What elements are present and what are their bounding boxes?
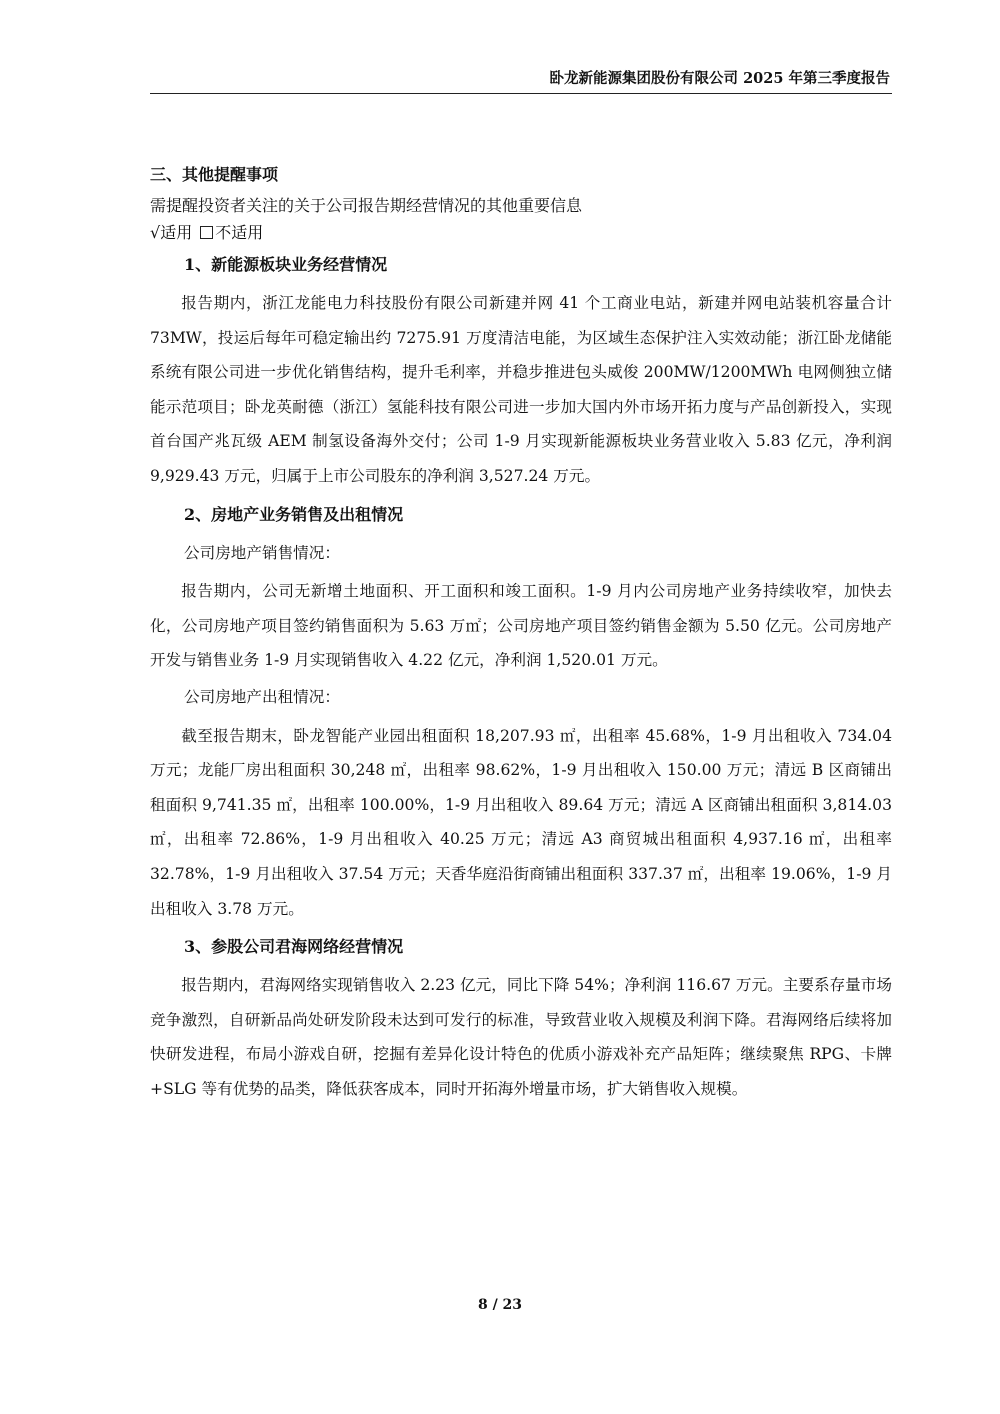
section-intro: 需提醒投资者关注的关于公司报告期经营情况的其他重要信息 (150, 196, 583, 215)
real-estate-sales-paragraph: 报告期内，公司无新增土地面积、开工面积和竣工面积。1-9 月内公司房地产业务持续收窄，加快去化，公司房地产项目签约销售面积为 5.63 万㎡；公司房地产项目签约销售金额为 5.50 亿元。公司房地产开发与销售业务 1-9 月实现销售收入 4.22 亿元，净利润 1,520.01 万元。 (150, 582, 892, 670)
subsection-title-junhai: 3、参股公司君海网络经营情况 (184, 937, 404, 957)
real-estate-sales-label: 公司房地产销售情况： (184, 543, 340, 562)
page-content (150, 160, 892, 1106)
page-number: 8 / 23 (477, 1297, 523, 1313)
header-divider (150, 93, 892, 94)
section-title: 三、其他提醒事项 (150, 165, 279, 184)
applicable-label: 适用 (160, 223, 193, 242)
new-energy-paragraph: 报告期内，浙江龙能电力科技股份有限公司新建并网 41 个工商业电站，新建并网电站装机容量合计 73MW，投运后每年可稳定输出约 7275.91 万度清洁电能，为区域生态保护注入实效动能；浙江卧龙储能系统有限公司进一步优化销售结构，提升毛利率，并稳步推进包头威俊 200MW/1200MWh 电网侧独立储能示范项目；卧龙英耐德（浙江）氢能科技有限公司进一步加大国内外市场开拓力度与产品创新投入，实现首台国产兆瓦级 AEM 制氢设备海外交付；公司 1-9 月实现新能源板块业务营业收入 5.83 亿元，净利润 9,929.43 万元，归属于上市公司股东的净利润 3,527.24 万元。 (150, 294, 892, 485)
report-header: 卧龙新能源集团股份有限公司 2025 年第三季度报告 (549, 70, 890, 87)
empty-checkbox-icon (200, 226, 213, 239)
not-applicable-label: 不适用 (215, 223, 264, 242)
check-mark-icon: √ (150, 223, 161, 242)
real-estate-rental-label: 公司房地产出租情况： (184, 687, 340, 706)
junhai-paragraph: 报告期内，君海网络实现销售收入 2.23 亿元，同比下降 54%；净利润 116.67 万元。主要系存量市场竞争激烈，自研新品尚处研发阶段未达到可发行的标准，导致营业收入规模及利润下降。君海网络后续将加快研发进程，布局小游戏自研，挖掘有差异化设计特色的优质小游戏补充产品矩阵；继续聚焦 RPG、卡牌+SLG 等有优势的品类，降低获客成本，同时开拓海外增量市场，扩大销售收入规模。 (150, 976, 892, 1098)
applicability-row (150, 219, 892, 246)
subsection-title-new-energy: 1、新能源板块业务经营情况 (184, 255, 388, 274)
subsection-title-real-estate: 2、房地产业务销售及出租情况 (184, 504, 404, 524)
real-estate-rental-paragraph: 截至报告期末，卧龙智能产业园出租面积 18,207.93 ㎡，出租率 45.68%，1-9 月出租收入 734.04 万元；龙能厂房出租面积 30,248 ㎡，出租率 98.62%，1-9 月出租收入 150.00 万元；清远 B 区商铺出租面积 9,741.35 ㎡，出租率 100.00%，1-9 月出租收入 89.64 万元；清远 A 区商铺出租面积 3,814.03 ㎡，出租率 72.86%，1-9 月出租收入 40.25 万元；清远 A3 商贸城出租面积 4,937.16 ㎡，出租率 32.78%，1-9 月出租收入 37.54 万元；天香华庭沿街商铺出租面积 337.37 ㎡，出租率 19.06%，1-9 月出租收入 3.78 万元。 (150, 726, 892, 918)
